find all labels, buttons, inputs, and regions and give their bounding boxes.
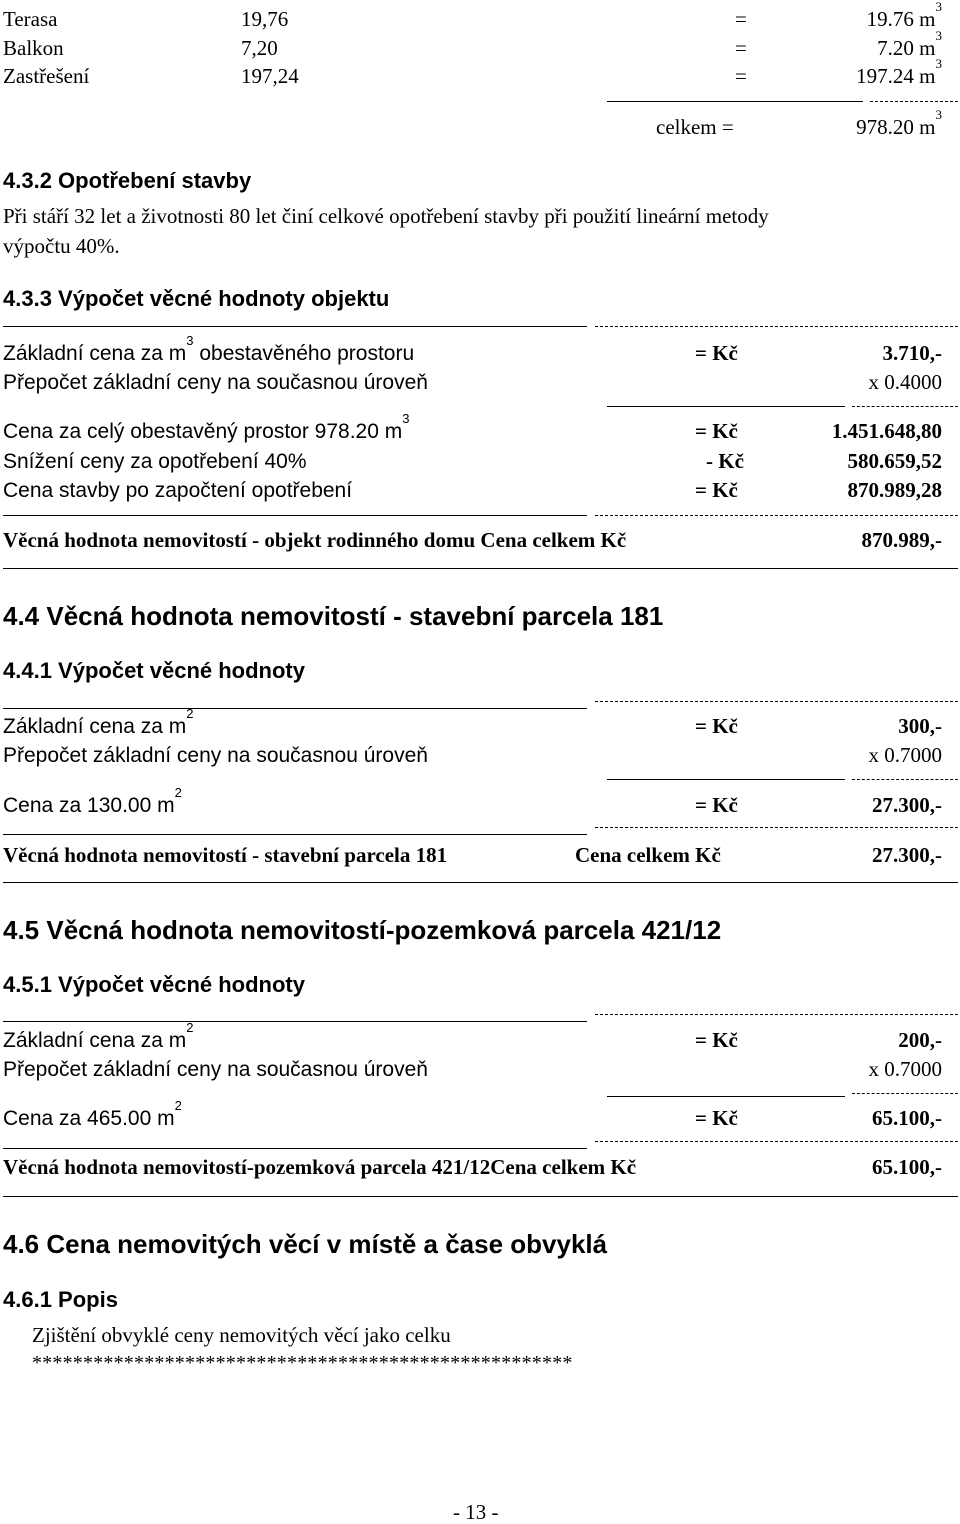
row-label: Základní cena za $m^2$ [3,706,194,738]
row-label: Cena za 465.00 $m^2$ [3,1098,182,1130]
volume-eq: = [735,36,747,60]
grand-total-label: Věcná hodnota nemovitostí - objekt rodinného domu Cena celkem Kč [3,528,627,552]
row-value: x 0.7000 [868,1057,942,1081]
row-unit: = Kč [695,1106,738,1130]
row-unit: = Kč [695,478,738,502]
row-label: Základní cena za $m^3$ obestavěného prostoru [3,333,415,365]
grand-total-value: 27.300,- [872,843,942,867]
divider [595,515,958,516]
row-label: Cena za 130.00 $m^2$ [3,785,182,817]
divider [595,1014,958,1015]
volume-name: Zastřešení [3,64,90,88]
divider [852,406,958,407]
row-value: 200,- [898,1028,942,1052]
row-value: x 0.7000 [868,743,942,767]
volume-value: 197,24 [241,64,299,88]
row-label: Cena za celý obestavěný prostor 978.20 $m^3$ [3,411,410,443]
divider [852,1093,958,1094]
divider [3,1196,958,1197]
row-label: Cena stavby po započtení opotřebení [3,479,353,502]
section-heading: 4.5 Věcná hodnota nemovitostí-pozemková parcela 421/12 [3,915,722,945]
divider [3,1148,587,1149]
divider [595,701,958,702]
section-heading: 4.3.3 Výpočet věcné hodnoty objektu [3,286,390,311]
divider [870,101,958,102]
row-value: x 0.4000 [868,370,942,394]
section-heading: 4.4 Věcná hodnota nemovitostí - stavební parcela 181 [3,601,664,631]
paragraph: výpočtu 40%. [3,234,120,258]
row-value: 65.100,- [872,1106,942,1130]
row-unit: = Kč [695,793,738,817]
divider [595,1141,958,1142]
grand-total-label: Věcná hodnota nemovitostí-pozemková parcela 421/12Cena celkem Kč [3,1155,637,1179]
divider [852,779,958,780]
page-number: - 13 - [453,1500,499,1524]
divider [595,326,958,327]
row-unit: = Kč [695,419,738,443]
row-unit: = Kč [695,1028,738,1052]
row-value: 1.451.648,80 [831,419,942,443]
row-unit: = Kč [695,714,738,738]
divider [3,515,587,516]
row-label: Přepočet základní ceny na současnou úroveň [3,1058,428,1081]
volume-name: Balkon [3,36,64,60]
volume-name: Terasa [3,7,58,31]
row-value: 3.710,- [882,341,942,365]
section-heading: 4.6 Cena nemovitých věcí v místě a čase obvyklá [3,1229,608,1259]
volume-value: 19,76 [241,7,289,31]
divider [3,834,587,835]
paragraph: Při stáří 32 let a životnosti 80 let činí celkové opotřebení stavby při použití lineární metody [3,204,769,228]
asterisk-line: ***************************************************** [32,1352,573,1374]
divider [3,708,587,709]
volume-eq: = [735,7,747,31]
subsection-heading: 4.5.1 Výpočet věcné hodnoty [3,972,305,997]
total-value: 978.20 $m^3$ [856,107,942,139]
volume-result: 19.76 $m^3$ [866,0,942,31]
row-value: 580.659,52 [847,449,942,473]
section-heading: 4.3.2 Opotřebení stavby [3,168,252,193]
grand-total-mid: Cena celkem Kč [575,843,721,867]
grand-total-value: 65.100,- [872,1155,942,1179]
volume-result: 197.24 $m^3$ [856,56,942,88]
volume-result: 7.20 $m^3$ [877,28,942,60]
row-unit: = Kč [695,341,738,365]
divider [607,101,863,102]
divider [3,568,958,569]
subsection-heading: 4.6.1 Popis [3,1287,118,1312]
row-value: 27.300,- [872,793,942,817]
volume-value: 7,20 [241,36,278,60]
row-label: Základní cena za $m^2$ [3,1020,194,1052]
divider [3,326,587,327]
divider [595,827,958,828]
divider [3,1021,587,1022]
row-unit: - Kč [706,449,744,473]
grand-total-label: Věcná hodnota nemovitostí - stavební parcela 181 [3,843,448,867]
divider [607,779,845,780]
row-label: Snížení ceny za opotřebení 40% [3,450,307,473]
subsection-heading: 4.4.1 Výpočet věcné hodnoty [3,658,305,683]
total-label: celkem = [656,115,734,139]
grand-total-value: 870.989,- [861,528,942,552]
row-label: Přepočet základní ceny na současnou úroveň [3,744,428,767]
row-value: 870.989,28 [847,478,942,502]
row-value: 300,- [898,714,942,738]
divider [607,1096,845,1097]
row-label: Přepočet základní ceny na současnou úroveň [3,371,428,394]
divider [607,406,845,407]
divider [3,882,958,883]
volume-eq: = [735,64,747,88]
paragraph: Zjištění obvyklé ceny nemovitých věcí jako celku [32,1323,451,1347]
